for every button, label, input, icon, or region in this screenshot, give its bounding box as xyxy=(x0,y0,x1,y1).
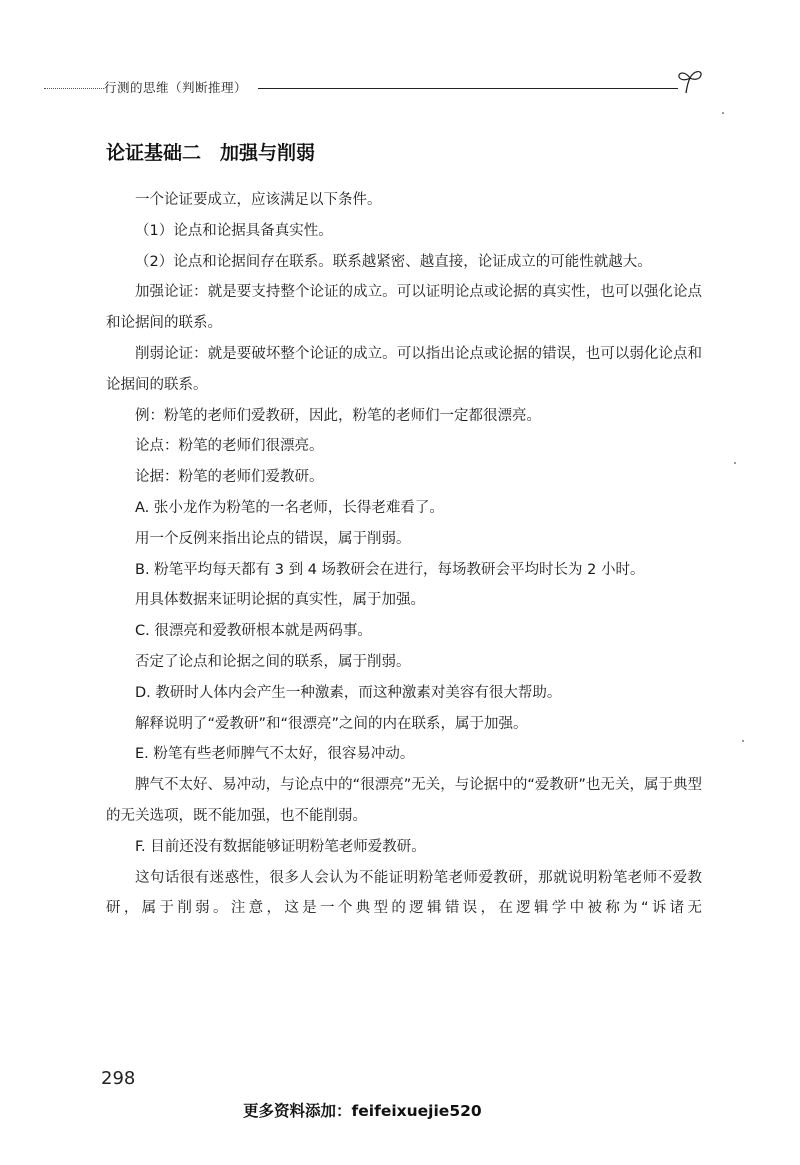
scan-speck xyxy=(742,740,744,742)
paragraph: D. 教研时人体内会产生一种激素，而这种激素对美容有很大帮助。 xyxy=(135,684,562,701)
paragraph: 解释说明了“爱教研”和“很漂亮”之间的内在联系，属于加强。 xyxy=(135,715,528,732)
paragraph: 用具体数据来证明论据的真实性，属于加强。 xyxy=(135,592,425,609)
paragraph: （2）论点和论据间存在联系。联系越紧密、越直接，论证成立的可能性就越大。 xyxy=(135,253,652,270)
paragraph: 例：粉笔的老师们爱教研，因此，粉笔的老师们一定都很漂亮。 xyxy=(135,407,541,424)
scan-speck xyxy=(734,462,736,464)
paragraph: C. 很漂亮和爱教研根本就是两码事。 xyxy=(135,623,372,640)
paragraph: 否定了论点和论据之间的联系，属于削弱。 xyxy=(135,653,411,670)
sprout-icon xyxy=(676,68,704,94)
paragraph: 削弱论证：就是要破坏整个论证的成立。可以指出论点或论据的错误，也可以弱化论点和论据间的联系。 xyxy=(106,345,702,393)
paragraph: F. 目前还没有数据能够证明粉笔老师爱教研。 xyxy=(135,838,426,855)
paragraph: B. 粉笔平均每天都有 3 到 4 场教研会在进行，每场教研会平均时长为 2 小时。 xyxy=(135,561,645,578)
header-rule xyxy=(258,88,678,89)
header-dotted-rule xyxy=(44,88,104,89)
running-title: 行测的思维（判断推理） xyxy=(104,80,248,95)
paragraph: （1）论点和论据具备真实性。 xyxy=(135,222,333,239)
paragraph: 脾气不太好、易冲动，与论点中的“很漂亮”无关，与论据中的“爱教研”也无关，属于典型的无关选项，既不能加强，也不能削弱。 xyxy=(106,777,702,824)
body-text xyxy=(106,185,702,924)
paragraph: E. 粉笔有些老师脾气不太好，很容易冲动。 xyxy=(135,746,415,763)
running-header xyxy=(0,68,800,104)
paragraph: 一个论证要成立，应该满足以下条件。 xyxy=(135,192,382,208)
scan-speck xyxy=(722,112,724,114)
paragraph: 论点：粉笔的老师们很漂亮。 xyxy=(135,438,324,455)
promo-watermark: 更多资料添加：feifeixuejie520 xyxy=(243,1102,482,1120)
paragraph: 论据：粉笔的老师们爱教研。 xyxy=(135,469,324,486)
page-number: 298 xyxy=(101,1068,136,1089)
section-title: 论证基础二 加强与削弱 xyxy=(106,142,316,164)
paragraph: 用一个反例来指出论点的错误，属于削弱。 xyxy=(135,530,411,547)
paragraph: A. 张小龙作为粉笔的一名老师，长得老难看了。 xyxy=(135,499,444,516)
paragraph: 加强论证：就是要支持整个论证的成立。可以证明论点或论据的真实性，也可以强化论点和论据间的联系。 xyxy=(106,284,702,332)
paragraph-continues: 这句话很有迷惑性，很多人会认为不能证明粉笔老师爱教研，那就说明粉笔老师不爱教研，属于削弱。注意，这是一个典型的逻辑错误，在逻辑学中被称为“诉诸无 xyxy=(106,869,702,917)
